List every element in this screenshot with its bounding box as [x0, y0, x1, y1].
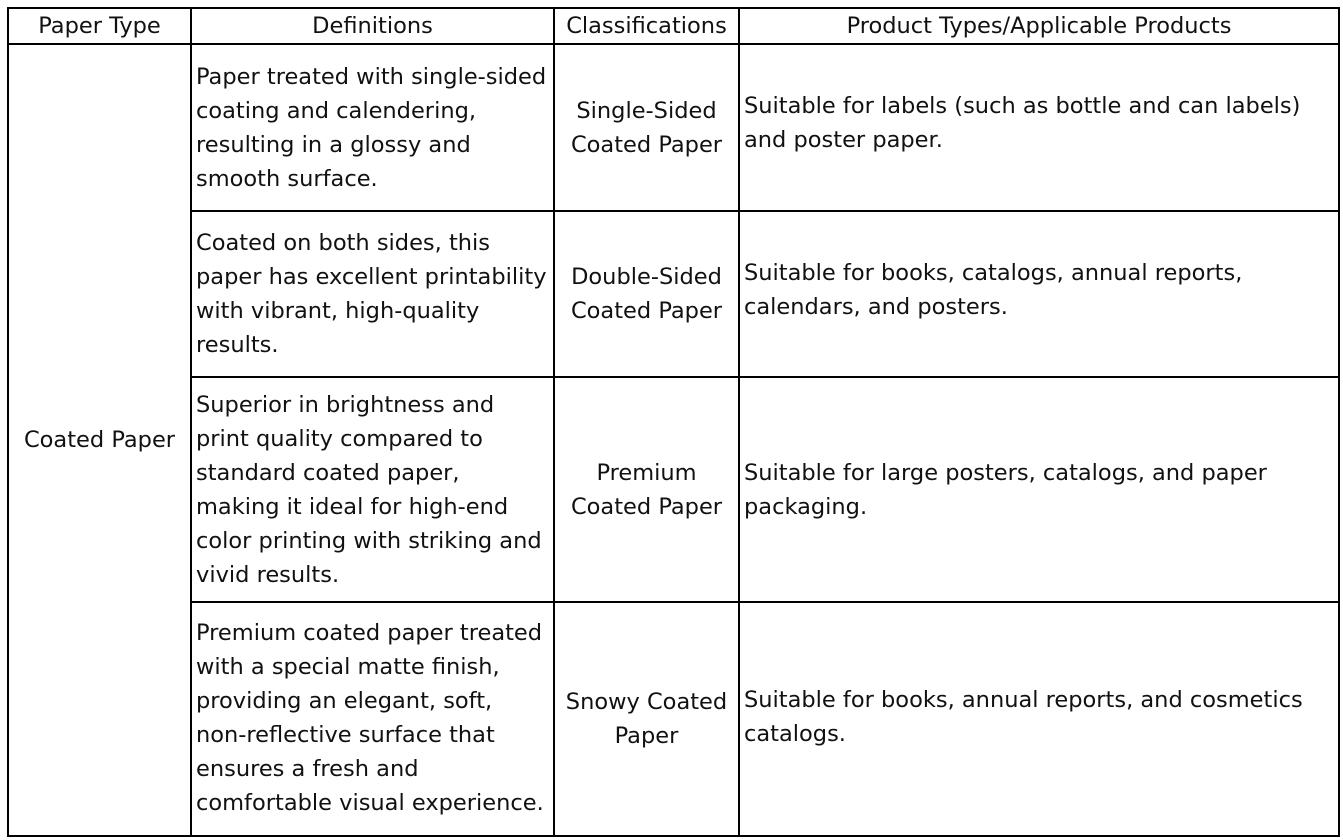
classification-cell: Snowy Coated Paper: [554, 602, 739, 836]
table-row: [8, 44, 1339, 211]
definition-text: Superior in brightness and print quality compared to standard coated paper, making it ideal for high-end color printing with striking and vivid results.: [196, 391, 542, 588]
definition-cell: [191, 44, 554, 211]
header-products: Product Types/Applicable Products: [739, 8, 1339, 44]
header-paper-type: Paper Type: [8, 8, 191, 44]
products-text: Suitable for books, annual reports, and cosmetics catalogs.: [744, 687, 1303, 747]
coated-paper-table: [7, 7, 1340, 837]
definition-text: Paper treated with single-sided coating and calendering, resulting in a glossy and smooth surface.: [196, 63, 547, 192]
definition-text: Coated on both sides, this paper has excellent printability with vibrant, high-quality results.: [196, 230, 547, 358]
products-cell: [739, 602, 1339, 836]
definition-text: Premium coated paper treated with a special matte finish, providing an elegant, soft, non-reflective surface that ensures a fresh and comfortable visual experience.: [196, 620, 544, 816]
table-row: [8, 211, 1339, 377]
table-row: [8, 377, 1339, 602]
definition-cell: [191, 377, 554, 602]
products-cell: [739, 211, 1339, 377]
classification-cell: Double-Sided Coated Paper: [554, 211, 739, 377]
header-classifications: Classifications: [554, 8, 739, 44]
header-definitions: Definitions: [191, 8, 554, 44]
products-cell: [739, 44, 1339, 211]
classification-cell: Single-Sided Coated Paper: [554, 44, 739, 211]
definition-cell: [191, 602, 554, 836]
products-text: Suitable for labels (such as bottle and can labels) and poster paper.: [744, 93, 1301, 153]
header-row: [8, 8, 1339, 44]
products-cell: [739, 377, 1339, 602]
definition-cell: [191, 211, 554, 377]
products-text: Suitable for books, catalogs, annual reports, calendars, and posters.: [744, 260, 1243, 320]
paper-table-container: [7, 7, 1338, 835]
paper-type-cell: Coated Paper: [8, 44, 191, 836]
products-text: Suitable for large posters, catalogs, and paper packaging.: [744, 460, 1267, 520]
table-row: [8, 602, 1339, 836]
classification-cell: Premium Coated Paper: [554, 377, 739, 602]
